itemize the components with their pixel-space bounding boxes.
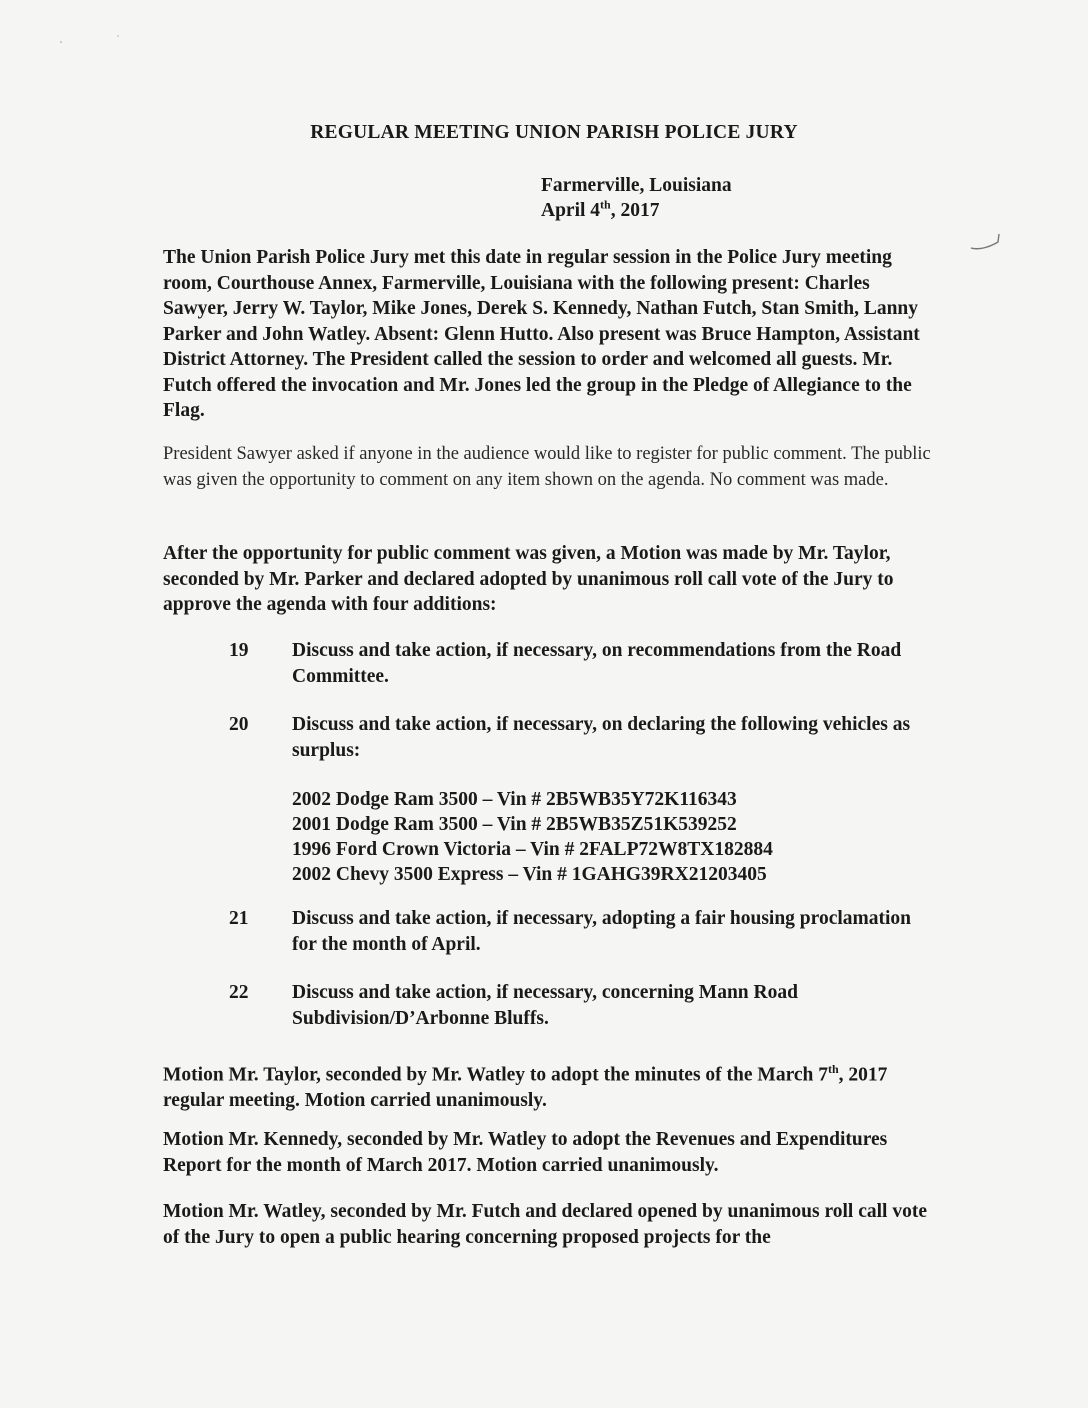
agenda-item-number: 19 [229,640,249,661]
agenda-item-text: Discuss and take action, if necessary, adopting a fair housing proclamation for the month of April. [292,908,912,955]
vehicle-line: 2002 Chevy 3500 Express – Vin # 1GAHG39RX21203405 [292,864,767,885]
scan-speck-marks [50,28,130,48]
agenda-item-number: 21 [229,908,249,929]
revenues-motion-paragraph: Motion Mr. Kennedy, seconded by Mr. Watley to adopt the Revenues and Expenditures Report for the month of March 2017. Motion carried unanimously. [163,1129,888,1176]
meeting-place-date [541,173,732,223]
document-title: REGULAR MEETING UNION PARISH POLICE JURY [310,122,798,143]
agenda-item-text: Discuss and take action, if necessary, concerning Mann Road Subdivision/D’Arbonne Bluffs. [292,982,798,1029]
surplus-vehicle-list [292,787,773,887]
public-hearing-motion-paragraph: Motion Mr. Watley, seconded by Mr. Futch and declared opened by unanimous roll call vote of the Jury to open a public hearing concerning proposed projects for the [163,1201,927,1248]
vehicle-line: 2002 Dodge Ram 3500 – Vin # 2B5WB35Y72K116343 [292,789,737,810]
meeting-location: Farmerville, Louisiana [541,175,732,196]
agenda-item-number: 20 [229,714,249,735]
public-comment-paragraph: President Sawyer asked if anyone in the audience would like to register for public comment. The public was given the opportunity to comment on any item shown on the agenda. No comment was made. [163,444,931,490]
agenda-item-text: Discuss and take action, if necessary, on recommendations from the Road Committee. [292,640,902,687]
vehicle-line: 1996 Ford Crown Victoria – Vin # 2FALP72W8TX182884 [292,839,773,860]
vehicle-line: 2001 Dodge Ram 3500 – Vin # 2B5WB35Z51K539252 [292,814,737,835]
minutes-motion-paragraph: Motion Mr. Taylor, seconded by Mr. Watley to adopt the minutes of the March 7th, 2017 regular meeting. Motion carried unanimously. [163,1062,888,1111]
handwritten-check-mark [968,228,1004,256]
agenda-item-number: 22 [229,982,249,1003]
agenda-motion-paragraph: After the opportunity for public comment was given, a Motion was made by Mr. Taylor, seconded by Mr. Parker and declared adopted by unanimous roll call vote of the Jury to approve the agenda with four additions: [163,543,894,615]
meeting-date: April 4th, 2017 [541,197,660,221]
agenda-item-text: Discuss and take action, if necessary, on declaring the following vehicles as surplus: [292,714,911,761]
attendance-paragraph: The Union Parish Police Jury met this date in regular session in the Police Jury meeting room, Courthouse Annex, Farmerville, Louisiana with the following present: Charles Sawyer, Jerry W. Taylor, Mike Jones, Derek S. Kennedy, Nathan Futch, Stan Smith, Lanny Parker and John Watley. Absent: Glenn Hutto. Also present was Bruce Hampton, Assistant District Attorney. The President called the session to order and welcomed all guests. Mr. Futch offered the invocation and Mr. Jones led the group in the Pledge of Allegiance to the Flag. [163,247,920,421]
